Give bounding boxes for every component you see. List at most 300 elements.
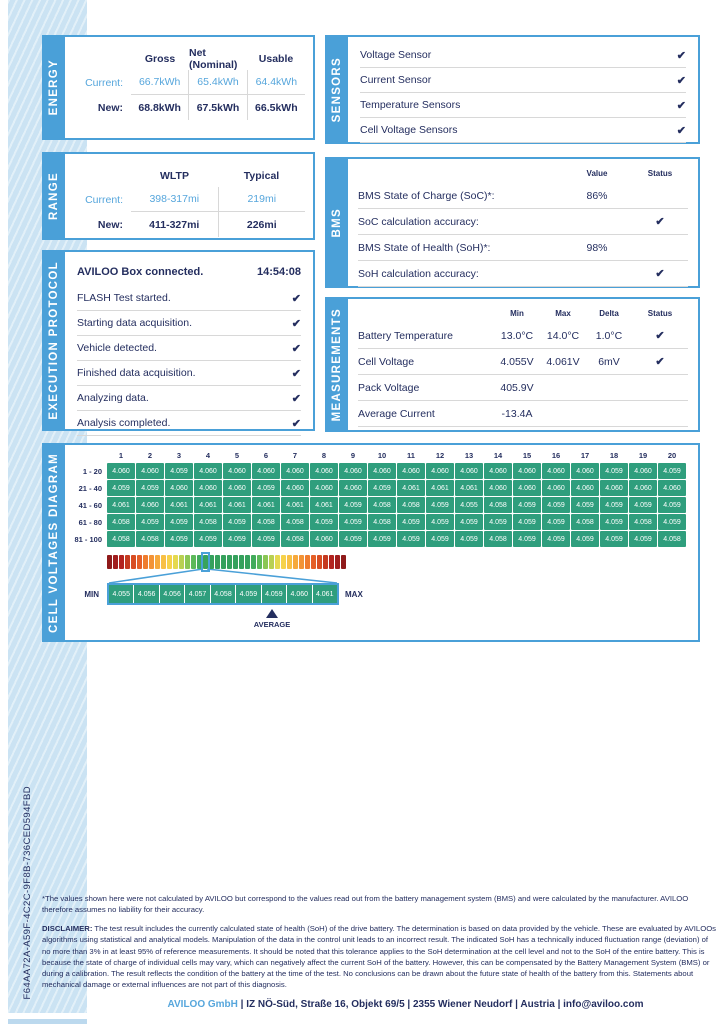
column-header: Usable	[258, 52, 294, 65]
column-header: Gross	[144, 52, 176, 65]
grid-row-label: 81 - 100	[74, 534, 102, 544]
grid-column-header: 11	[407, 451, 415, 460]
cell-voltage-value: 4.060	[194, 463, 222, 479]
cell-voltage-value: 4.059	[426, 531, 454, 547]
stat-row-new	[73, 95, 305, 120]
measurement-min: 405.9V	[500, 381, 534, 394]
bms-header-row	[358, 163, 688, 183]
measurement-row	[358, 323, 688, 349]
protocol-item-label: Starting data acquisition.	[77, 317, 192, 329]
row-label: Current:	[85, 193, 123, 206]
check-icon: ✔	[291, 417, 301, 430]
cell-voltage-value: 4.060	[542, 480, 570, 496]
measurement-row	[358, 375, 688, 401]
bms-row-label: BMS State of Charge (SoC)*:	[358, 189, 495, 202]
grid-column-header: 5	[234, 451, 240, 460]
cell-voltage-value: 4.059	[629, 497, 657, 513]
cell-voltage-value: 4.059	[426, 514, 454, 530]
cell-voltage-value: 4.060	[600, 480, 628, 496]
gradient-segment	[113, 555, 118, 569]
measurement-label: Battery Temperature	[358, 329, 453, 342]
column-header: Typical	[243, 169, 280, 182]
column-header: Value	[586, 168, 608, 178]
range-section-tab	[42, 152, 65, 240]
cell-voltage-value: 4.061	[252, 497, 280, 513]
gradient-segment	[215, 555, 220, 569]
cell-voltage-value: 4.059	[513, 514, 541, 530]
cell-voltage-value: 4.059	[600, 463, 628, 479]
zoom-cell-value: 4.059	[236, 585, 260, 603]
protocol-item	[77, 361, 301, 386]
gradient-segment	[179, 555, 184, 569]
cell-voltage-value: 4.060	[310, 463, 338, 479]
cell-voltage-value: 4.060	[107, 463, 135, 479]
cell-voltage-value: 4.058	[658, 531, 686, 547]
grid-column-header: 14	[493, 451, 503, 460]
cell-voltage-value: 4.059	[455, 531, 483, 547]
sensor-item	[360, 118, 686, 143]
check-icon: ✔	[655, 216, 665, 228]
check-icon: ✔	[291, 292, 301, 305]
check-icon: ✔	[291, 317, 301, 330]
grid-column-header: 13	[464, 451, 474, 460]
gradient-segment	[173, 555, 178, 569]
grid-column-header: 18	[609, 451, 619, 460]
measurements-table	[348, 299, 698, 427]
measurement-max: 4.061V	[546, 355, 580, 368]
column-header: Net (Nominal)	[189, 46, 238, 71]
protocol-item	[77, 386, 301, 411]
check-icon: ✔	[291, 392, 301, 405]
protocol-item	[77, 311, 301, 336]
stat-value: 226mi	[218, 212, 306, 237]
cell-voltage-value: 4.059	[368, 531, 396, 547]
grid-column-header: 1	[118, 451, 124, 460]
cell-voltage-value: 4.060	[194, 480, 222, 496]
grid-column-header: 7	[292, 451, 298, 460]
gradient-segment	[299, 555, 304, 569]
gradient-segment	[323, 555, 328, 569]
cell-voltage-value: 4.061	[223, 497, 251, 513]
cell-voltage-value: 4.060	[339, 480, 367, 496]
cell-voltage-value: 4.058	[629, 514, 657, 530]
gradient-segment	[269, 555, 274, 569]
protocol-item	[77, 411, 301, 436]
gradient-segment	[161, 555, 166, 569]
measurement-label: Pack Voltage	[358, 381, 420, 394]
cell-voltage-value: 4.060	[252, 463, 280, 479]
zoom-cell-value: 4.060	[287, 585, 311, 603]
max-label: MAX	[345, 589, 363, 599]
measurements-title: MEASUREMENTS	[330, 307, 343, 422]
sensor-item-label: Cell Voltage Sensors	[360, 124, 458, 136]
gradient-segment	[167, 555, 172, 569]
row-label: New:	[97, 218, 123, 231]
protocol-header-row	[77, 258, 301, 286]
cell-voltage-value: 4.061	[107, 497, 135, 513]
cell-voltage-value: 4.059	[339, 531, 367, 547]
cell-voltage-value: 4.060	[542, 463, 570, 479]
cell-voltage-value: 4.059	[310, 514, 338, 530]
bms-row	[358, 183, 688, 209]
bms-row-label: SoC calculation accuracy:	[358, 215, 479, 228]
bms-section-tab	[325, 157, 348, 288]
cell-voltage-value: 4.060	[136, 463, 164, 479]
energy-card	[42, 35, 315, 140]
grid-column-header: 3	[176, 451, 182, 460]
zoom-cell-value: 4.059	[262, 585, 286, 603]
cell-voltage-value: 4.061	[165, 497, 193, 513]
protocol-item-label: Vehicle detected.	[77, 342, 157, 354]
cell-voltage-value: 4.061	[455, 480, 483, 496]
cell-voltage-value: 4.058	[194, 514, 222, 530]
sensor-item-label: Current Sensor	[360, 74, 432, 86]
cell-voltage-value: 4.060	[310, 531, 338, 547]
sensor-item	[360, 93, 686, 118]
cell-voltage-value: 4.058	[368, 514, 396, 530]
execution-protocol-card	[42, 250, 315, 431]
bms-title: BMS	[330, 207, 343, 238]
gradient-segment	[245, 555, 250, 569]
sensors-section-tab	[325, 35, 348, 144]
gradient-segment	[233, 555, 238, 569]
check-icon: ✔	[291, 367, 301, 380]
cell-voltage-value: 4.060	[223, 480, 251, 496]
cell-voltage-value: 4.058	[136, 531, 164, 547]
check-icon: ✔	[676, 99, 686, 112]
notes-block	[42, 893, 718, 998]
protocol-item	[77, 336, 301, 361]
check-icon: ✔	[676, 74, 686, 87]
cell-voltage-value: 4.059	[136, 514, 164, 530]
measurement-min: 13.0°C	[500, 329, 534, 342]
cell-voltage-value: 4.058	[281, 514, 309, 530]
column-header: Min	[510, 308, 524, 318]
voltage-zoom-row	[107, 583, 339, 605]
gradient-segment	[305, 555, 310, 569]
stat-value: 411-327mi	[149, 218, 200, 231]
zoom-cell-value: 4.057	[185, 585, 209, 603]
cell-voltage-value: 4.060	[426, 463, 454, 479]
bms-card	[325, 157, 700, 288]
row-label: Current:	[85, 76, 123, 89]
grid-row	[68, 463, 686, 479]
sensors-title: SENSORS	[330, 56, 343, 123]
cell-voltage-value: 4.059	[252, 480, 280, 496]
bms-footnote: *The values shown here were not calculated by AVILOO but correspond to the values read out from the battery management system (BMS) and were calculated by the manufacturer. AVILOO therefore assumes no liability for their accuracy.	[42, 894, 689, 915]
zoom-cell-value: 4.055	[109, 585, 133, 603]
cell-voltage-value: 4.061	[426, 480, 454, 496]
range-card	[42, 152, 315, 240]
cell-voltage-value: 4.060	[223, 463, 251, 479]
cell-voltage-value: 4.060	[455, 463, 483, 479]
grid-column-header: 16	[551, 451, 561, 460]
stat-header-spacer	[73, 164, 131, 187]
gradient-segment	[191, 555, 196, 569]
column-header: Max	[555, 308, 571, 318]
gradient-segment	[281, 555, 286, 569]
range-table	[65, 154, 313, 237]
stat-value: 219mi	[218, 187, 306, 212]
measurement-row	[358, 401, 688, 427]
cell-voltage-value: 4.059	[484, 514, 512, 530]
column-header: Delta	[599, 308, 619, 318]
check-icon: ✔	[655, 268, 665, 280]
zoom-cell-value: 4.056	[160, 585, 184, 603]
cell-voltage-value: 4.058	[252, 514, 280, 530]
stat-header-spacer	[73, 47, 131, 70]
protocol-item-label: Analysis completed.	[77, 417, 171, 429]
grid-row	[68, 497, 686, 513]
gradient-segment	[275, 555, 280, 569]
gradient-segment	[263, 555, 268, 569]
measurements-card	[325, 297, 700, 432]
protocol-header-label: AVILOO Box connected.	[77, 266, 204, 278]
grid-row	[68, 514, 686, 530]
gradient-segment	[239, 555, 244, 569]
footer	[87, 999, 724, 1010]
disclaimer	[42, 923, 718, 990]
cell-voltage-value: 4.058	[368, 497, 396, 513]
protocol-item	[77, 286, 301, 311]
cell-voltage-value: 4.059	[194, 531, 222, 547]
grid-column-header: 4	[205, 451, 211, 460]
cell-voltage-value: 4.060	[513, 480, 541, 496]
grid-column-header: 12	[435, 451, 445, 460]
column-header: WLTP	[160, 169, 189, 182]
sensor-item-label: Voltage Sensor	[360, 49, 432, 61]
cell-voltage-value: 4.055	[455, 497, 483, 513]
bms-row-value: 98%	[586, 241, 608, 254]
energy-table	[65, 37, 313, 120]
cell-voltage-value: 4.059	[658, 463, 686, 479]
cell-voltage-value: 4.060	[629, 480, 657, 496]
cell-voltage-value: 4.061	[397, 480, 425, 496]
row-label: New:	[97, 101, 123, 114]
energy-title: ENERGY	[47, 59, 60, 116]
cell-voltage-value: 4.060	[368, 463, 396, 479]
measurement-min: 4.055V	[500, 355, 534, 368]
execution-protocol-title: EXECUTION PROTOCOL	[47, 261, 60, 420]
check-icon: ✔	[655, 330, 665, 342]
protocol-item-label: FLASH Test started.	[77, 292, 171, 304]
cell-voltage-value: 4.059	[223, 531, 251, 547]
sensors-card	[325, 35, 700, 144]
cell-voltage-value: 4.059	[571, 497, 599, 513]
cell-voltage-value: 4.058	[397, 497, 425, 513]
execution-protocol-section-tab	[42, 250, 65, 431]
cell-voltage-value: 4.059	[513, 531, 541, 547]
column-header: Status	[647, 168, 673, 178]
cell-voltage-value: 4.060	[571, 463, 599, 479]
bms-row-label: BMS State of Health (SoH)*:	[358, 241, 491, 254]
gradient-segment	[311, 555, 316, 569]
average-label: AVERAGE	[253, 620, 291, 629]
gradient-segment	[341, 555, 346, 569]
cell-voltage-value: 4.059	[600, 497, 628, 513]
bms-row-label: SoH calculation accuracy:	[358, 267, 479, 280]
grid-row-label: 1 - 20	[82, 466, 102, 476]
cell-voltage-value: 4.059	[426, 497, 454, 513]
cell-voltage-value: 4.059	[542, 531, 570, 547]
gradient-segment	[107, 555, 112, 569]
disclaimer-text: The test result includes the currently calculated state of health (SoH) of the drive battery. The determination is based on data provided by the vehicle. These are evaluated by AVILOOs algorithms using statistical and analytical models. Manipulation of the data in the control unit leads to an incorrect result. The indicated SoH has a technically induced fluctuation range (deviation) of no more than 3% in at least 95% of reference measurements. It should be noted that this tolerance applies to the SoH determination at the cell level and not to the SoH of the entire battery. This is because the state of charge of individual cells may vary, which can negatively affect the current SoH of the battery. However, this can be compensated by the Battery Management System (BMS) or during a calibration. The result reflects the condition of the battery at the time of the test. No conclusions can be drawn about the future state of health of the battery from this. Statements about mechanical damage or external influences are not part of this diagnosis.	[42, 924, 717, 990]
gradient-segment	[137, 555, 142, 569]
grid-row-label: 21 - 40	[78, 483, 102, 493]
cell-voltage-value: 4.061	[310, 497, 338, 513]
cell-voltage-value: 4.058	[107, 514, 135, 530]
sensors-list	[348, 37, 698, 143]
zoom-cell-value: 4.061	[313, 585, 337, 603]
cell-voltage-grid	[68, 451, 686, 548]
cell-voltages-title: CELL VOLTAGES DIAGRAM	[47, 452, 60, 633]
stat-row-current	[73, 187, 305, 212]
sensor-item-label: Temperature Sensors	[360, 99, 461, 111]
protocol-list	[65, 252, 313, 436]
grid-row-label: 41 - 60	[78, 500, 102, 510]
measurement-min: -13.4A	[501, 407, 533, 420]
grid-column-header: 17	[580, 451, 590, 460]
gradient-segment	[227, 555, 232, 569]
cell-voltage-value: 4.059	[165, 463, 193, 479]
grid-column-header: 19	[638, 451, 648, 460]
cell-voltage-value: 4.059	[397, 531, 425, 547]
cell-voltages-section-tab	[42, 443, 65, 642]
gradient-segment	[125, 555, 130, 569]
cell-voltage-value: 4.059	[165, 514, 193, 530]
measurement-row	[358, 349, 688, 375]
grid-header-row	[68, 451, 686, 462]
cell-voltage-value: 4.059	[165, 531, 193, 547]
stat-header-row	[73, 47, 305, 70]
cell-voltage-value: 4.060	[339, 463, 367, 479]
check-icon: ✔	[676, 49, 686, 62]
voltage-gradient-bar	[107, 555, 347, 569]
cell-voltage-value: 4.060	[136, 497, 164, 513]
gradient-segment	[185, 555, 190, 569]
cell-voltage-value: 4.059	[223, 514, 251, 530]
cell-voltage-value: 4.059	[368, 480, 396, 496]
cell-voltage-value: 4.059	[339, 497, 367, 513]
bms-row-value: 86%	[586, 189, 608, 202]
gradient-segment	[293, 555, 298, 569]
cell-voltages-card	[42, 443, 700, 642]
stat-value: 66.7kWh	[131, 70, 188, 95]
column-header: Status	[647, 308, 673, 318]
check-icon: ✔	[655, 356, 665, 368]
gradient-segment	[329, 555, 334, 569]
stat-value: 64.4kWh	[247, 70, 305, 95]
stat-row-current	[73, 70, 305, 95]
grid-column-header: 8	[321, 451, 327, 460]
sensor-item	[360, 43, 686, 68]
zoom-cell-value: 4.056	[134, 585, 158, 603]
grid-row	[68, 480, 686, 496]
grid-column-header: 20	[667, 451, 677, 460]
sensor-item	[360, 68, 686, 93]
cell-voltage-value: 4.059	[252, 531, 280, 547]
measurement-label: Average Current	[358, 407, 435, 420]
measurement-max: 14.0°C	[546, 329, 580, 342]
cell-voltage-value: 4.060	[629, 463, 657, 479]
zoom-connector-lines	[107, 569, 339, 583]
cell-voltage-value: 4.058	[484, 531, 512, 547]
grid-column-header: 2	[147, 451, 153, 460]
cell-voltage-value: 4.060	[658, 480, 686, 496]
cell-voltage-value: 4.058	[281, 531, 309, 547]
cell-voltage-value: 4.060	[397, 463, 425, 479]
stat-row-new	[73, 212, 305, 237]
cell-voltage-value: 4.060	[281, 480, 309, 496]
range-title: RANGE	[47, 171, 60, 221]
measurement-delta: 1.0°C	[595, 329, 623, 342]
bms-row	[358, 235, 688, 261]
cell-voltage-value: 4.060	[165, 480, 193, 496]
measurement-label: Cell Voltage	[358, 355, 415, 368]
gradient-segment	[251, 555, 256, 569]
cell-voltage-value: 4.060	[310, 480, 338, 496]
measurements-section-tab	[325, 297, 348, 432]
bms-row	[358, 209, 688, 235]
stat-header-row	[73, 164, 305, 187]
footer-company: AVILOO GmbH	[167, 999, 238, 1010]
cell-voltage-value: 4.061	[281, 497, 309, 513]
stat-value: 66.5kWh	[247, 95, 305, 120]
stat-value: 65.4kWh	[188, 70, 246, 95]
gradient-segment	[221, 555, 226, 569]
zoom-cell-value: 4.058	[211, 585, 235, 603]
cell-voltage-value: 4.059	[600, 531, 628, 547]
cell-voltage-value: 4.059	[339, 514, 367, 530]
grid-column-header: 10	[377, 451, 387, 460]
gradient-segment	[149, 555, 154, 569]
cell-voltage-value: 4.061	[194, 497, 222, 513]
check-icon: ✔	[676, 124, 686, 137]
grid-column-header: 9	[350, 451, 356, 460]
protocol-header-time: 14:54:08	[256, 266, 301, 278]
cell-voltage-value: 4.058	[571, 514, 599, 530]
cell-voltage-value: 4.058	[484, 497, 512, 513]
cell-voltage-value: 4.060	[281, 463, 309, 479]
stat-value: 398-317mi	[131, 187, 218, 212]
average-marker-icon	[266, 609, 278, 618]
footer-address: | IZ NÖ-Süd, Straße 16, Objekt 69/5 | 2355 Wiener Neudorf | Austria | info@aviloo.com	[237, 999, 644, 1010]
cell-voltage-value: 4.059	[571, 531, 599, 547]
cell-voltage-value: 4.060	[513, 463, 541, 479]
stat-value: 67.5kWh	[188, 95, 246, 120]
protocol-item-label: Finished data acquisition.	[77, 367, 196, 379]
energy-section-tab	[42, 35, 65, 140]
cell-voltage-value: 4.060	[484, 480, 512, 496]
gradient-segment	[119, 555, 124, 569]
cell-voltage-value: 4.059	[455, 514, 483, 530]
bms-row	[358, 261, 688, 287]
check-icon: ✔	[291, 342, 301, 355]
cell-voltage-value: 4.059	[107, 480, 135, 496]
measurement-delta: 6mV	[598, 355, 620, 368]
bms-table	[348, 159, 698, 287]
grid-row-label: 61 - 80	[78, 517, 102, 527]
gradient-segment	[131, 555, 136, 569]
disclaimer-label: DISCLAIMER:	[42, 924, 93, 934]
cell-voltage-value: 4.059	[542, 497, 570, 513]
cell-voltage-value: 4.059	[136, 480, 164, 496]
grid-row	[68, 531, 686, 547]
gradient-segment	[287, 555, 292, 569]
grid-column-header: 15	[522, 451, 532, 460]
grid-column-header: 6	[263, 451, 269, 460]
cell-voltage-value: 4.059	[600, 514, 628, 530]
